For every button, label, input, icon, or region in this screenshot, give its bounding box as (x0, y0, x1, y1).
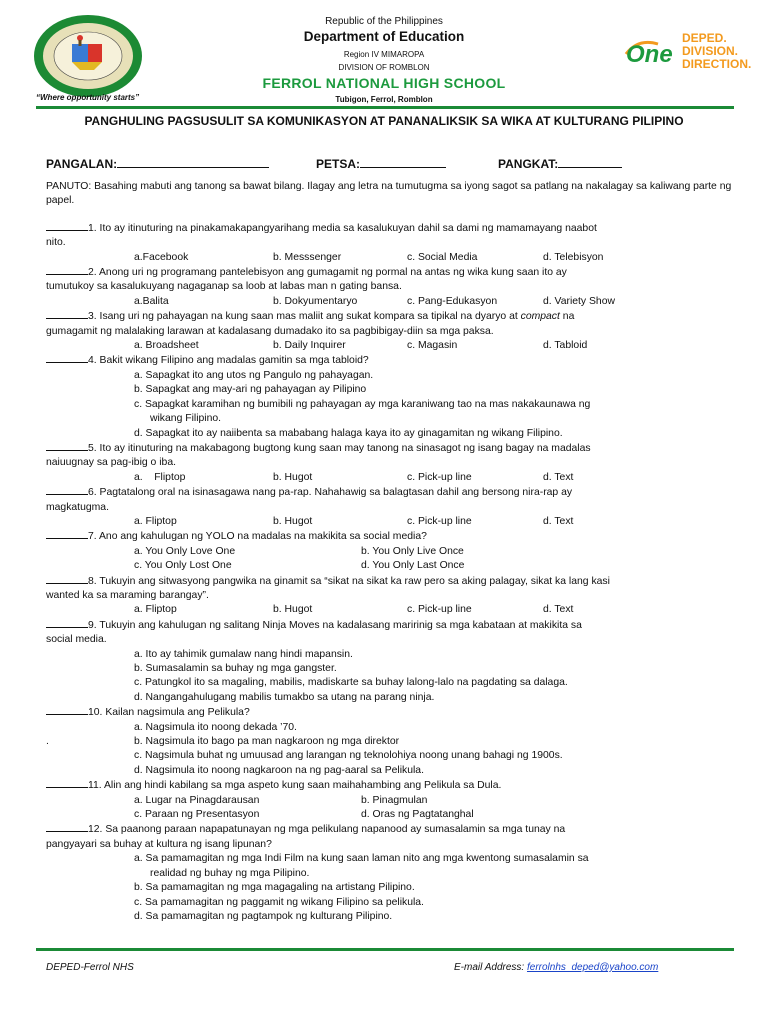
choice: b. You Only Live Once (361, 545, 464, 557)
choice: a. Fliptop (134, 515, 177, 527)
answer-blank[interactable] (46, 441, 88, 451)
choice: c. Social Media (407, 251, 478, 263)
answer-blank[interactable] (46, 529, 88, 539)
deped-one-brand-logo (624, 30, 764, 72)
choice: d. Text (543, 604, 574, 616)
brand-one-text: One (626, 41, 673, 68)
choice: a.Balita (134, 295, 169, 307)
school-name: FERROL NATIONAL HIGH SCHOOL (262, 75, 506, 91)
answer-blank[interactable] (46, 221, 88, 231)
choice: b. Sapagkat ang may-ari ng pahayagan ay Pilipino (134, 384, 367, 396)
republic-text: Republic of the Philippines (325, 16, 443, 27)
choice: a. Fliptop (134, 471, 186, 483)
choice: d. Nangangahulugang mabilis tumakbo sa utang na parang ninja. (134, 691, 435, 703)
answer-blank[interactable] (46, 309, 88, 319)
question-5: 5. Ito ay itinuturing na makabagong bugtong kung saan may tanong na sinasagot ng isang bagay na madalas (46, 441, 736, 456)
header-divider (36, 106, 734, 109)
choice: c. Magasin (407, 340, 458, 352)
choice: a. Broadsheet (134, 340, 199, 352)
choice: b. Hugot (273, 604, 313, 616)
choice: a. You Only Love One (134, 545, 236, 557)
choices-row (46, 808, 736, 822)
answer-blank[interactable] (46, 778, 88, 788)
choices-row (46, 251, 736, 265)
date-blank[interactable] (360, 156, 446, 168)
choices-row (46, 339, 736, 353)
question-12: 12. Sa paanong paraan napapatunayan ng mga pelikulang napanood ay sumasalamin sa mga tunay na (46, 822, 736, 837)
section-field (498, 156, 622, 171)
choice: a. Fliptop (134, 604, 177, 616)
choice: c. Nagsimula buhat ng umuusad ang larangan ng teknolohiya noong unang bahagi ng 1900s. (134, 750, 563, 762)
choice: c. Pick-up line (407, 515, 472, 527)
exam-title: PANGHULING PAGSUSULIT SA KOMUNIKASYON AT PANANALIKSIK SA WIKA AT KULTURANG PILIPINO (84, 114, 684, 128)
footer-divider (36, 948, 734, 951)
choice: c. Sa pamamagitan ng paggamit ng wikang Filipino sa pelikula. (134, 896, 424, 908)
choices-row (46, 603, 736, 617)
choice: a. Sa pamamagitan ng mga Indi Film na kung saan laman nito ang mga kwentong sumasalamin sa (134, 853, 589, 865)
question-10: 10. Kailan nagsimula ang Pelikula? (46, 705, 736, 720)
choices-row (46, 515, 736, 529)
choice: d. Text (543, 471, 574, 483)
email-label: E-mail Address: (454, 962, 527, 973)
choices-row (46, 295, 736, 309)
question-11: 11. Alin ang hindi kabilang sa mga aspeto kung saan maihahambing ang Pelikula sa Dula. (46, 778, 736, 793)
choice: a. Lugar na Pinagdarausan (134, 794, 260, 806)
choice: d. Variety Show (543, 295, 615, 307)
choice: c. Pick-up line (407, 471, 472, 483)
choice: d. Sapagkat ito ay naiibenta sa mababang halaga kaya ito ay ginagamitan ng wikang Filipino. (134, 427, 563, 439)
choice: d. Telebisyon (543, 251, 604, 263)
instructions: PANUTO: Basahing mabuti ang tanong sa bawat bilang. Ilagay ang letra na tumutugma sa iyong sagot sa patlang na nakalagay sa kaliwang parte ng papel. (46, 181, 732, 207)
school-location: Tubigon, Ferrol, Romblon (335, 95, 433, 104)
brand-line-3: DIRECTION. (682, 57, 752, 71)
section-blank[interactable] (558, 156, 622, 168)
school-seal-logo (32, 14, 144, 98)
footer-email (454, 962, 658, 973)
choice: a. Sapagkat ito ang utos ng Pangulo ng pahayagan. (134, 369, 374, 381)
choice: d. Text (543, 515, 574, 527)
choice: c. Sapagkat karamihan ng bumibili ng pahayagan ay mga karaniwang tao na mas nakakaunawa ng (134, 398, 591, 410)
choice: b. Hugot (273, 515, 313, 527)
choice: c. Pang-Edukasyon (407, 295, 498, 307)
choices-row (46, 545, 736, 559)
choice: d. Tabloid (543, 340, 588, 352)
choice: c. Paraan ng Presentasyon (134, 809, 260, 821)
choice: d. Nagsimula ito noong nagkaroon na ng pag-aaral sa Pelikula. (134, 764, 424, 776)
answer-blank[interactable] (46, 265, 88, 275)
choice-continuation: wikang Filipino. (150, 413, 222, 425)
question-6: 6. Pagtatalong oral na isinasagawa nang pa-rap. Nahahawig sa balagtasan dahil ang bersong nira-rap ay (46, 485, 736, 500)
choice: b. Sa pamamagitan ng mga magagaling na artistang Pilipino. (134, 882, 415, 894)
choice: d. Oras ng Pagtatanghal (361, 809, 474, 821)
school-motto: “Where opportunity starts” (36, 93, 140, 102)
choice: d. You Only Last Once (361, 560, 465, 572)
choices-row (46, 559, 736, 573)
answer-blank[interactable] (46, 705, 88, 715)
question-8: 8. Tukuyin ang sitwasyong pangwika na ginamit sa “sikat na sikat ka raw pero sa aking palagay, sikat ka lang kasi (46, 574, 736, 589)
name-label: PANGALAN: (46, 157, 118, 171)
exam-body: PANUTO: Basahing mabuti ang tanong sa bawat bilang. Ilagay ang letra na tumutugma sa iyong sagot sa patlang na nakalagay sa kaliwang parte ng papel. 1. Ito ay itinuturing na pinakamakapangyarihang media sa kasalukuyan dahil sa dami ng mamamayang naabot nito. a.Facebook b. Messsenger c. Social Media d. Telebisyon 2. Anong uri ng programang pantelebisyon ang gumagamit ng pormal na antas ng wika kung saan ito ay tumutukoy sa kasalukuyang nagaganap sa loob at labas man n gating bansa. a.Balita b. Dokyumentaryo c. Pang-Edukasyon d. Variety Show 3. Isang uri ng pahayagan na kung saan mas maliit ang sukat kompara sa tipikal na dyaryo at compact na gumagamit ng malalaking larawan at kadalasang dumadako ito sa pagbibigay-diin sa mga paksa. a. Broadsheet b. Daily Inquirer c. Magasin d. Tabloid 4. Bakit wikang Filipino ang madalas gamitin sa mga tabloid? a. Sapagkat ito ang utos ng Pangulo ng pahayagan. b. Sapagkat ang may-ari ng pahayagan ay Pilipino c. Sapagkat karamihan ng bumibili ng pahayagan ay mga karaniwang tao na mas nakakaunawa ng wikang Filipino. d. Sapagkat ito ay naiibenta sa mababang halaga kaya ito ay ginagamitan ng wikang Filipino. 5. Ito ay itinuturing na makabagong bugtong kung saan may tanong na sinasagot ng isang bagay na madalas naiuugnay sa pag-ibig o iba. a. Fliptop b. Hugot c. Pick-up line d. Text 6. Pagtatalong oral na isinasagawa nang pa-rap. Nahahawig sa balagtasan dahil ang bersong nira-rap ay magkatugma. a. Fliptop b. Hugot c. Pick-up line d. Text 7. Ano ang kahulugan ng YOLO na madalas na makikita sa social media? a. You Only Love One b. You Only Live Once c. You Only Lost One d. You Only Last Once 8. Tukuyin ang sitwasyong pangwika na ginamit sa “sikat na sikat ka raw pero sa aking palagay, sikat ka lang kasi wanted ka sa maraming barangay”. a. Fliptop b. Hugot c. Pick-up line d. Text 9. Tukuyin ang kahulugan ng salitang Ninja Moves na kadalasang maririnig sa mga kabataan at makikita sa social media. a. Ito ay tahimik gumalaw nang hindi mapansin. b. Sumasalamin sa buhay ng mga gangster. c. Patungkol ito sa magaling, mabilis, madiskarte sa buhay lalong-lalo na pagdating sa dalaga. d. Nangangahulugang mabilis tumakbo sa utang na parang ninja. 10. Kailan nagsimula ang Pelikula? a. Nagsimula ito noong dekada ’70. . b. Nagsimula ito bago pa man nagkaroon ng mga direktor c. Nagsimula buhat ng umuusad ang larangan ng teknolohiya noong unang bahagi ng 1900s. d. Nagsimula ito noong nagkaroon na ng pag-aaral sa Pelikula. 11. Alin ang hindi kabilang sa mga aspeto kung saan maihahambing ang Pelikula sa Dula. a. Lugar na Pinagdarausan b. Pinagmulan c. Paraan ng Presentasyon d. Oras ng Pagtatanghal 12. Sa paanong paraan napapatunayan ng mga pelikulang napanood ay sumasalamin sa mga tunay na pangyayari sa buhay at kultura ng isang lipunan? a. Sa pamamagitan ng mga Indi Film na kung saan laman nito ang mga kwentong sumasalamin sa realidad ng buhay ng mga Pilipino. b. Sa pamamagitan ng mga magagaling na artistang Pilipino. c. Sa pamamagitan ng paggamit ng wikang Filipino sa pelikula. d. Sa pamamagitan ng pagtampok ng kulturang Pilipino. (46, 180, 736, 924)
answer-blank[interactable] (46, 353, 88, 363)
choice: b. Sumasalamin sa buhay ng mga gangster. (134, 663, 337, 674)
question-7: 7. Ano ang kahulugan ng YOLO na madalas na makikita sa social media? (46, 529, 736, 544)
choices-row (46, 794, 736, 808)
answer-blank[interactable] (46, 822, 88, 832)
choice: a. Nagsimula ito noong dekada ’70. (134, 721, 297, 733)
choice: b. Daily Inquirer (273, 340, 346, 352)
choice-continuation: realidad ng buhay ng mga Pilipino. (150, 867, 310, 879)
choice: b. Hugot (273, 471, 313, 483)
brand-line-2: DIVISION. (682, 44, 739, 58)
question-3: 3. Isang uri ng pahayagan na kung saan mas maliit ang sukat kompara sa tipikal na dyaryo at compact na (46, 309, 736, 324)
choice: b. Dokyumentaryo (273, 295, 358, 307)
choice: . b. Nagsimula ito bago pa man nagkaroon ng mga direktor (46, 735, 736, 749)
footer-school: DEPED-Ferrol NHS (46, 962, 134, 973)
region-text: Region IV MIMAROPA (343, 50, 425, 59)
answer-blank[interactable] (46, 574, 88, 584)
question-2: 2. Anong uri ng programang pantelebisyon ang gumagamit ng pormal na antas ng wika kung saan ito ay (46, 265, 736, 280)
choice: d. Sa pamamagitan ng pagtampok ng kulturang Pilipino. (134, 910, 393, 922)
question-9: 9. Tukuyin ang kahulugan ng salitang Ninja Moves na kadalasang maririnig sa mga kabataan at makikita sa (46, 618, 736, 633)
choices-row (46, 471, 736, 485)
brand-line-1: DEPED. (682, 31, 727, 45)
name-field (46, 156, 269, 171)
choice: b. Messsenger (273, 251, 342, 263)
question-4: 4. Bakit wikang Filipino ang madalas gamitin sa mga tabloid? (46, 353, 736, 368)
date-label: PETSA: (316, 157, 361, 171)
choice: c. Pick-up line (407, 604, 472, 616)
choice: b. Pinagmulan (361, 794, 428, 806)
email-link[interactable]: ferrolnhs_deped@yahoo.com (526, 962, 659, 973)
division-text: DIVISION OF ROMBLON (338, 63, 430, 72)
question-1: 1. Ito ay itinuturing na pinakamakapangyarihang media sa kasalukuyan dahil sa dami ng mamamayang naabot (46, 221, 736, 236)
stray-dot: . (46, 736, 49, 748)
choice: a. Ito ay tahimik gumalaw nang hindi mapansin. (134, 648, 353, 660)
name-blank[interactable] (117, 156, 269, 168)
answer-blank[interactable] (46, 618, 88, 628)
department-text: Department of Education (303, 29, 465, 44)
choice: c. You Only Lost One (134, 560, 232, 572)
answer-blank[interactable] (46, 485, 88, 495)
date-field (316, 156, 446, 171)
choice: a.Facebook (134, 251, 189, 263)
choice: c. Patungkol ito sa magaling, mabilis, madiskarte sa buhay lalong-lalo na pagdating sa dalaga. (134, 677, 568, 689)
section-label: PANGKAT: (498, 157, 559, 171)
